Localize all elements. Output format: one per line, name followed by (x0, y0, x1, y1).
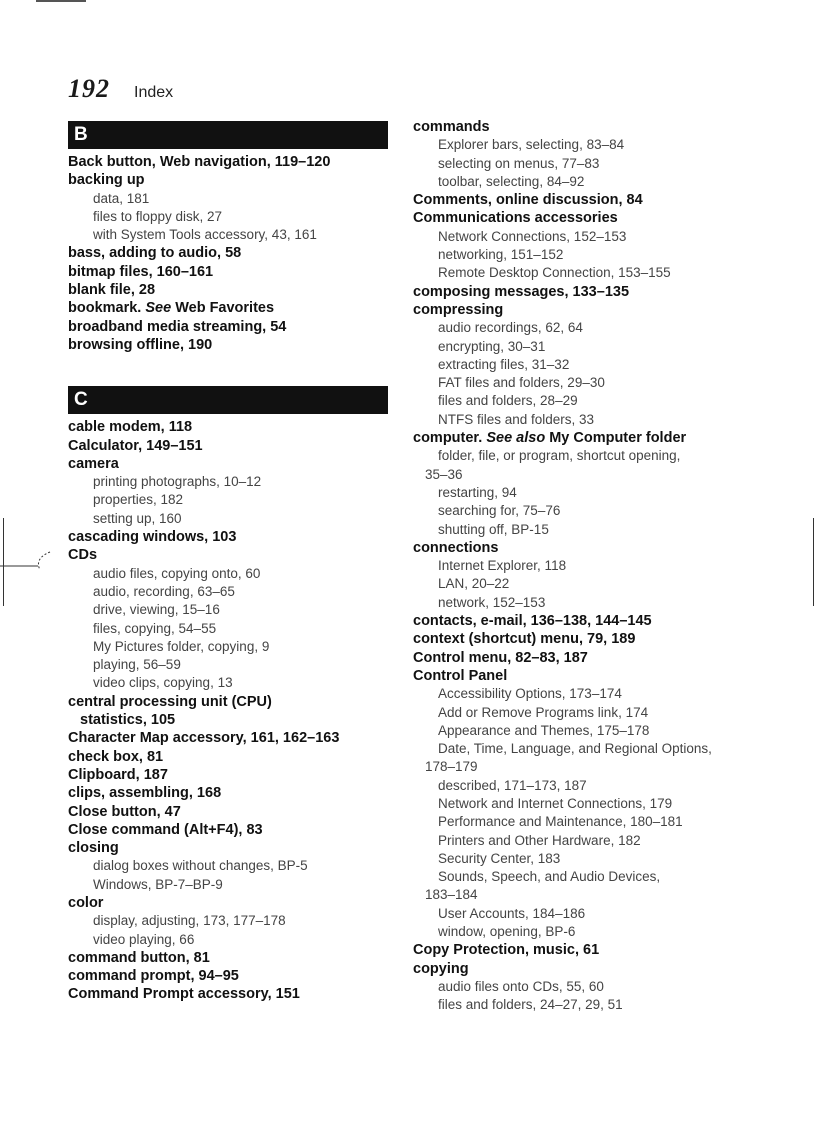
index-subentry: shutting off, BP-15 (438, 521, 549, 537)
index-subentry-continued: 178–179 (425, 759, 478, 775)
index-subentry: video playing, 66 (93, 931, 195, 947)
index-main-heading: Copy Protection, music, 61 (413, 942, 600, 959)
index-subentry: User Accounts, 184–186 (438, 905, 586, 921)
index-subentry: NTFS files and folders, 33 (438, 411, 595, 427)
index-entry (68, 693, 388, 730)
index-column-left (68, 118, 388, 1004)
index-entry (68, 153, 388, 171)
index-entry (413, 960, 743, 1015)
index-subentry: restarting, 94 (438, 484, 517, 500)
left-edge-mark (3, 518, 4, 606)
index-subentry: encrypting, 30–31 (438, 338, 546, 354)
index-entry (68, 171, 388, 244)
index-main-heading: color (68, 894, 104, 911)
index-subentry: Network and Internet Connections, 179 (438, 795, 673, 811)
index-main-heading: Communications accessories (413, 210, 618, 227)
index-main-heading: CDs (68, 547, 98, 564)
index-entry (68, 318, 388, 336)
index-subentry: Remote Desktop Connection, 153–155 (438, 265, 671, 281)
index-entry (413, 191, 743, 209)
index-subentry: LAN, 20–22 (438, 576, 510, 592)
index-subentry: properties, 182 (93, 492, 184, 508)
index-main-heading: Comments, online discussion, 84 (413, 192, 643, 209)
index-entry (68, 766, 388, 784)
index-entry (68, 528, 388, 546)
index-entry (413, 283, 743, 301)
index-main-heading: contacts, e-mail, 136–138, 144–145 (413, 613, 652, 630)
page-header (68, 74, 173, 104)
index-entry (413, 612, 743, 630)
index-subentry: My Pictures folder, copying, 9 (93, 638, 270, 654)
index-main-heading: copying (413, 960, 469, 977)
crop-mark-icon (0, 538, 70, 578)
index-main-heading: compressing (413, 301, 504, 318)
index-subentry: folder, file, or program, shortcut opening, (438, 448, 681, 464)
index-subentry: audio files, copying onto, 60 (93, 565, 261, 581)
index-entry (413, 539, 743, 612)
index-subentry: video clips, copying, 13 (93, 675, 233, 691)
heading-text: My Computer folder (545, 430, 687, 447)
heading-text: Web Favorites (171, 300, 275, 317)
index-subentry: FAT files and folders, 29–30 (438, 375, 605, 391)
index-subentry: printing photographs, 10–12 (93, 474, 262, 490)
index-main-heading: Command Prompt accessory, 151 (68, 986, 300, 1003)
index-entry (68, 821, 388, 839)
index-subentry: Appearance and Themes, 175–178 (438, 722, 650, 738)
index-main-heading: central processing unit (CPU) (68, 693, 272, 710)
index-entry (68, 418, 388, 436)
index-entry (413, 941, 743, 959)
index-main-heading: broadband media streaming, 54 (68, 318, 287, 335)
index-subentry: extracting files, 31–32 (438, 356, 570, 372)
index-subentry: Add or Remove Programs link, 174 (438, 704, 649, 720)
index-entry (68, 281, 388, 299)
index-entry (413, 209, 743, 282)
index-main-heading: cascading windows, 103 (68, 529, 237, 546)
index-main-heading: connections (413, 539, 499, 556)
heading-text: bookmark. (68, 300, 146, 317)
index-subentry: selecting on menus, 77–83 (438, 155, 600, 171)
index-subentry: audio, recording, 63–65 (93, 583, 235, 599)
index-entry (68, 949, 388, 967)
index-column-right (413, 118, 743, 1015)
index-main-heading: bitmap files, 160–161 (68, 263, 214, 280)
index-entry (68, 985, 388, 1003)
index-main-heading: closing (68, 840, 119, 857)
index-entry (68, 839, 388, 894)
index-entry (413, 630, 743, 648)
index-subentry: with System Tools accessory, 43, 161 (93, 227, 317, 243)
index-main-heading: browsing offline, 190 (68, 336, 213, 353)
page-number: 192 (68, 74, 110, 103)
index-main-heading: cable modem, 118 (68, 419, 193, 436)
index-entry (68, 437, 388, 455)
index-subentry: Network Connections, 152–153 (438, 228, 627, 244)
index-main-heading: Clipboard, 187 (68, 766, 168, 783)
top-rule (36, 0, 86, 2)
index-subentry: display, adjusting, 173, 177–178 (93, 913, 286, 929)
index-entry (68, 244, 388, 262)
index-main-heading (68, 299, 388, 317)
index-main-heading: commands (413, 119, 490, 135)
index-subentry: playing, 56–59 (93, 657, 181, 673)
index-entry (68, 299, 388, 317)
index-subentry: files and folders, 24–27, 29, 51 (438, 997, 623, 1013)
index-main-heading: backing up (68, 172, 145, 189)
index-entry (413, 118, 743, 191)
index-entry (68, 894, 388, 949)
index-subentry: Security Center, 183 (438, 850, 561, 866)
index-entry (413, 649, 743, 667)
running-head: Index (134, 84, 174, 101)
index-main-heading: clips, assembling, 168 (68, 785, 222, 802)
index-main-heading: blank file, 28 (68, 282, 156, 299)
index-subentry: Internet Explorer, 118 (438, 558, 567, 574)
index-subentry: network, 152–153 (438, 594, 546, 610)
index-main-heading: bass, adding to audio, 58 (68, 245, 242, 262)
index-subentry: Printers and Other Hardware, 182 (438, 832, 641, 848)
index-subentry: Date, Time, Language, and Regional Options, (438, 741, 712, 757)
index-main-heading: Character Map accessory, 161, 162–163 (68, 730, 340, 747)
index-subentry: Accessibility Options, 173–174 (438, 686, 622, 702)
index-main-heading: Calculator, 149–151 (68, 437, 203, 454)
index-subentry: Explorer bars, selecting, 83–84 (438, 137, 625, 153)
index-subentry: Windows, BP-7–BP-9 (93, 876, 223, 892)
index-subentry-continued: 183–184 (425, 887, 478, 903)
index-main-heading: Back button, Web navigation, 119–120 (68, 154, 331, 170)
heading-text: computer. (413, 430, 487, 447)
index-subentry: dialog boxes without changes, BP-5 (93, 858, 308, 874)
index-subentry: Performance and Maintenance, 180–181 (438, 814, 683, 830)
index-subentry: files to floppy disk, 27 (93, 208, 223, 224)
index-main-heading-continued: statistics, 105 (80, 712, 176, 729)
index-subentry: window, opening, BP-6 (438, 924, 576, 940)
index-main-heading: Close button, 47 (68, 803, 181, 820)
index-entry (68, 263, 388, 281)
index-main-heading: context (shortcut) menu, 79, 189 (413, 631, 636, 648)
index-subentry: networking, 151–152 (438, 247, 564, 263)
index-subentry: Sounds, Speech, and Audio Devices, (438, 869, 661, 885)
index-main-heading (413, 429, 743, 447)
index-subentry-continued: 35–36 (425, 466, 463, 482)
index-entry (413, 429, 743, 539)
index-main-heading: command prompt, 94–95 (68, 968, 239, 985)
see-reference: See also (486, 430, 546, 447)
section-letter-heading: B (68, 121, 388, 149)
index-subentry: files, copying, 54–55 (93, 620, 217, 636)
index-subentry: files and folders, 28–29 (438, 393, 578, 409)
index-subentry: described, 171–173, 187 (438, 777, 587, 793)
index-entry (68, 748, 388, 766)
index-subentry: audio files onto CDs, 55, 60 (438, 978, 604, 994)
index-entry (68, 784, 388, 802)
index-subentry: toolbar, selecting, 84–92 (438, 173, 585, 189)
index-entry (68, 455, 388, 528)
section-letter-heading: C (68, 386, 388, 414)
index-entry (68, 967, 388, 985)
index-subentry: searching for, 75–76 (438, 503, 561, 519)
index-entry (68, 546, 388, 692)
index-main-heading: composing messages, 133–135 (413, 283, 630, 300)
index-entry (68, 729, 388, 747)
right-edge-mark (813, 518, 814, 606)
section-spacer (68, 354, 388, 383)
index-entry (413, 301, 743, 429)
index-subentry: drive, viewing, 15–16 (93, 602, 220, 618)
index-main-heading: Control menu, 82–83, 187 (413, 649, 588, 666)
index-main-heading: check box, 81 (68, 748, 164, 765)
index-entry (68, 803, 388, 821)
index-main-heading: command button, 81 (68, 949, 210, 966)
index-main-heading: camera (68, 455, 119, 472)
index-main-heading: Close command (Alt+F4), 83 (68, 821, 263, 838)
index-subentry: setting up, 160 (93, 510, 182, 526)
index-main-heading: Control Panel (413, 667, 508, 684)
see-reference: See (145, 300, 172, 317)
index-entry (413, 667, 743, 941)
index-subentry: data, 181 (93, 190, 150, 206)
index-subentry: audio recordings, 62, 64 (438, 320, 583, 336)
index-entry (68, 336, 388, 354)
